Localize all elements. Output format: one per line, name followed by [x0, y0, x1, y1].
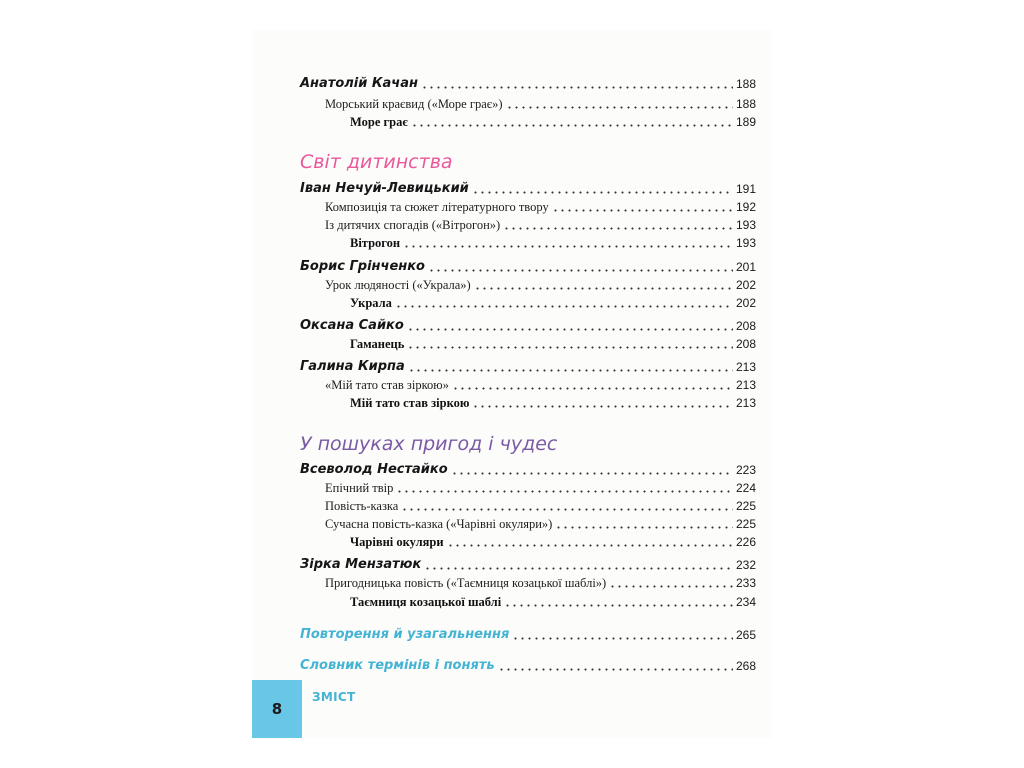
- toc-entry-work[interactable]: [300, 234, 756, 252]
- dot-leader: [396, 490, 733, 493]
- dot-leader: [504, 604, 733, 607]
- dot-leader: [408, 369, 733, 372]
- dot-leader: [555, 526, 733, 529]
- entry-title: «Мій тато став зіркою»: [325, 378, 449, 392]
- page-number-tab: [252, 680, 302, 738]
- dot-leader: [395, 305, 733, 308]
- entry-page: 225: [735, 499, 756, 513]
- entry-title: Іван Нечуй-Левицький: [300, 181, 469, 196]
- entry-page: 201: [735, 260, 756, 274]
- toc-entry-author[interactable]: [300, 461, 756, 479]
- entry-page: 193: [735, 236, 756, 250]
- toc-entry-topic[interactable]: [300, 479, 756, 497]
- entry-page: 208: [735, 319, 756, 333]
- toc-entry-work[interactable]: [300, 294, 756, 312]
- entry-page: 233: [735, 576, 756, 590]
- toc-entry-author[interactable]: [300, 358, 756, 376]
- entry-title: Повість-казка: [325, 499, 399, 513]
- dot-leader: [503, 227, 733, 230]
- entry-page: 224: [735, 481, 756, 495]
- entry-page: 213: [735, 378, 756, 392]
- dot-leader: [424, 567, 733, 570]
- entry-page: 268: [735, 659, 756, 673]
- entry-title: Композиція та сюжет літературного твору: [325, 200, 549, 214]
- entry-page: 202: [735, 296, 756, 310]
- dot-leader: [407, 346, 733, 349]
- toc-entry-topic[interactable]: [300, 216, 756, 234]
- entry-title: Чарівні окуляри: [350, 535, 444, 549]
- section-heading: Світ дитинства: [300, 151, 453, 173]
- dot-leader: [552, 209, 733, 212]
- toc-entry-topic[interactable]: [300, 198, 756, 216]
- dot-leader: [498, 668, 733, 671]
- dot-leader: [451, 472, 733, 475]
- entry-page: 188: [735, 97, 756, 111]
- toc-entry-topic[interactable]: [300, 515, 756, 533]
- toc-entry-topic[interactable]: [300, 376, 756, 394]
- entry-page: 202: [735, 278, 756, 292]
- entry-title: Морський краєвид («Море грає»): [325, 97, 503, 111]
- entry-title: Повторення й узагальнення: [300, 627, 510, 642]
- toc-entry-author[interactable]: [300, 317, 756, 335]
- page-number: 8: [271, 700, 283, 718]
- dot-leader: [428, 269, 733, 272]
- toc-entry-glossary[interactable]: [300, 657, 756, 675]
- dot-leader: [407, 328, 733, 331]
- entry-page: 188: [735, 77, 756, 91]
- entry-page: 265: [735, 628, 756, 642]
- entry-page: 213: [735, 396, 756, 410]
- entry-title: Сучасна повість-казка («Чарівні окуляри»): [325, 517, 553, 531]
- dot-leader: [474, 287, 733, 290]
- entry-page: 192: [735, 200, 756, 214]
- toc-entry-work[interactable]: [300, 335, 756, 353]
- entry-title: Із дитячих спогадів («Вітрогон»): [325, 218, 501, 232]
- dot-leader: [512, 637, 733, 640]
- entry-title: Галина Кирпа: [300, 359, 405, 374]
- entry-title: Урок людяності («Украла»): [325, 278, 471, 292]
- dot-leader: [452, 387, 733, 390]
- dot-leader: [411, 124, 733, 127]
- toc-entry-work[interactable]: [300, 113, 756, 131]
- running-footer-label: ЗМІСТ: [312, 690, 356, 704]
- toc-entry-review[interactable]: [300, 626, 756, 644]
- toc-entry-work[interactable]: [300, 533, 756, 551]
- entry-title: Оксана Сайко: [300, 318, 404, 333]
- toc-entry-author[interactable]: [300, 180, 756, 198]
- toc-entry-author[interactable]: [300, 75, 756, 93]
- entry-title: Мій тато став зіркою: [350, 396, 470, 410]
- entry-title: Анатолій Качан: [300, 76, 418, 91]
- entry-title: Украла: [350, 296, 392, 310]
- dot-leader: [401, 508, 733, 511]
- entry-page: 208: [735, 337, 756, 351]
- entry-title: Зірка Мензатюк: [300, 557, 422, 572]
- dot-leader: [472, 405, 733, 408]
- entry-title: Море грає: [350, 115, 408, 129]
- entry-title: Епічний твір: [325, 481, 394, 495]
- dot-leader: [609, 585, 733, 588]
- entry-page: 191: [735, 182, 756, 196]
- toc-entry-work[interactable]: [300, 394, 756, 412]
- entry-page: 232: [735, 558, 756, 572]
- entry-page: 189: [735, 115, 756, 129]
- toc-entry-topic[interactable]: [300, 574, 756, 592]
- entry-title: Словник термінів і понять: [300, 658, 495, 673]
- toc-entry-author[interactable]: [300, 556, 756, 574]
- entry-page: 213: [735, 360, 756, 374]
- entry-page: 223: [735, 463, 756, 477]
- entry-title: Пригодницька повість («Таємниця козацької шаблі»): [325, 576, 607, 590]
- entry-title: Вітрогон: [350, 236, 401, 250]
- dot-leader: [506, 106, 733, 109]
- toc-entry-topic[interactable]: [300, 276, 756, 294]
- entry-title: Гаманець: [350, 337, 405, 351]
- entry-title: Таємниця козацької шаблі: [350, 595, 502, 609]
- dot-leader: [472, 191, 733, 194]
- dot-leader: [447, 544, 733, 547]
- toc-entry-work[interactable]: [300, 593, 756, 611]
- entry-title: Борис Грінченко: [300, 259, 425, 274]
- entry-page: 234: [735, 595, 756, 609]
- dot-leader: [421, 86, 733, 89]
- toc-entry-author[interactable]: [300, 258, 756, 276]
- dot-leader: [403, 245, 733, 248]
- entry-page: 226: [735, 535, 756, 549]
- entry-title: Всеволод Нестайко: [300, 462, 448, 477]
- entry-page: 225: [735, 517, 756, 531]
- toc-entry-topic[interactable]: [300, 95, 756, 113]
- section-heading: У пошуках пригод і чудес: [300, 433, 558, 455]
- toc-entry-topic[interactable]: [300, 497, 756, 515]
- entry-page: 193: [735, 218, 756, 232]
